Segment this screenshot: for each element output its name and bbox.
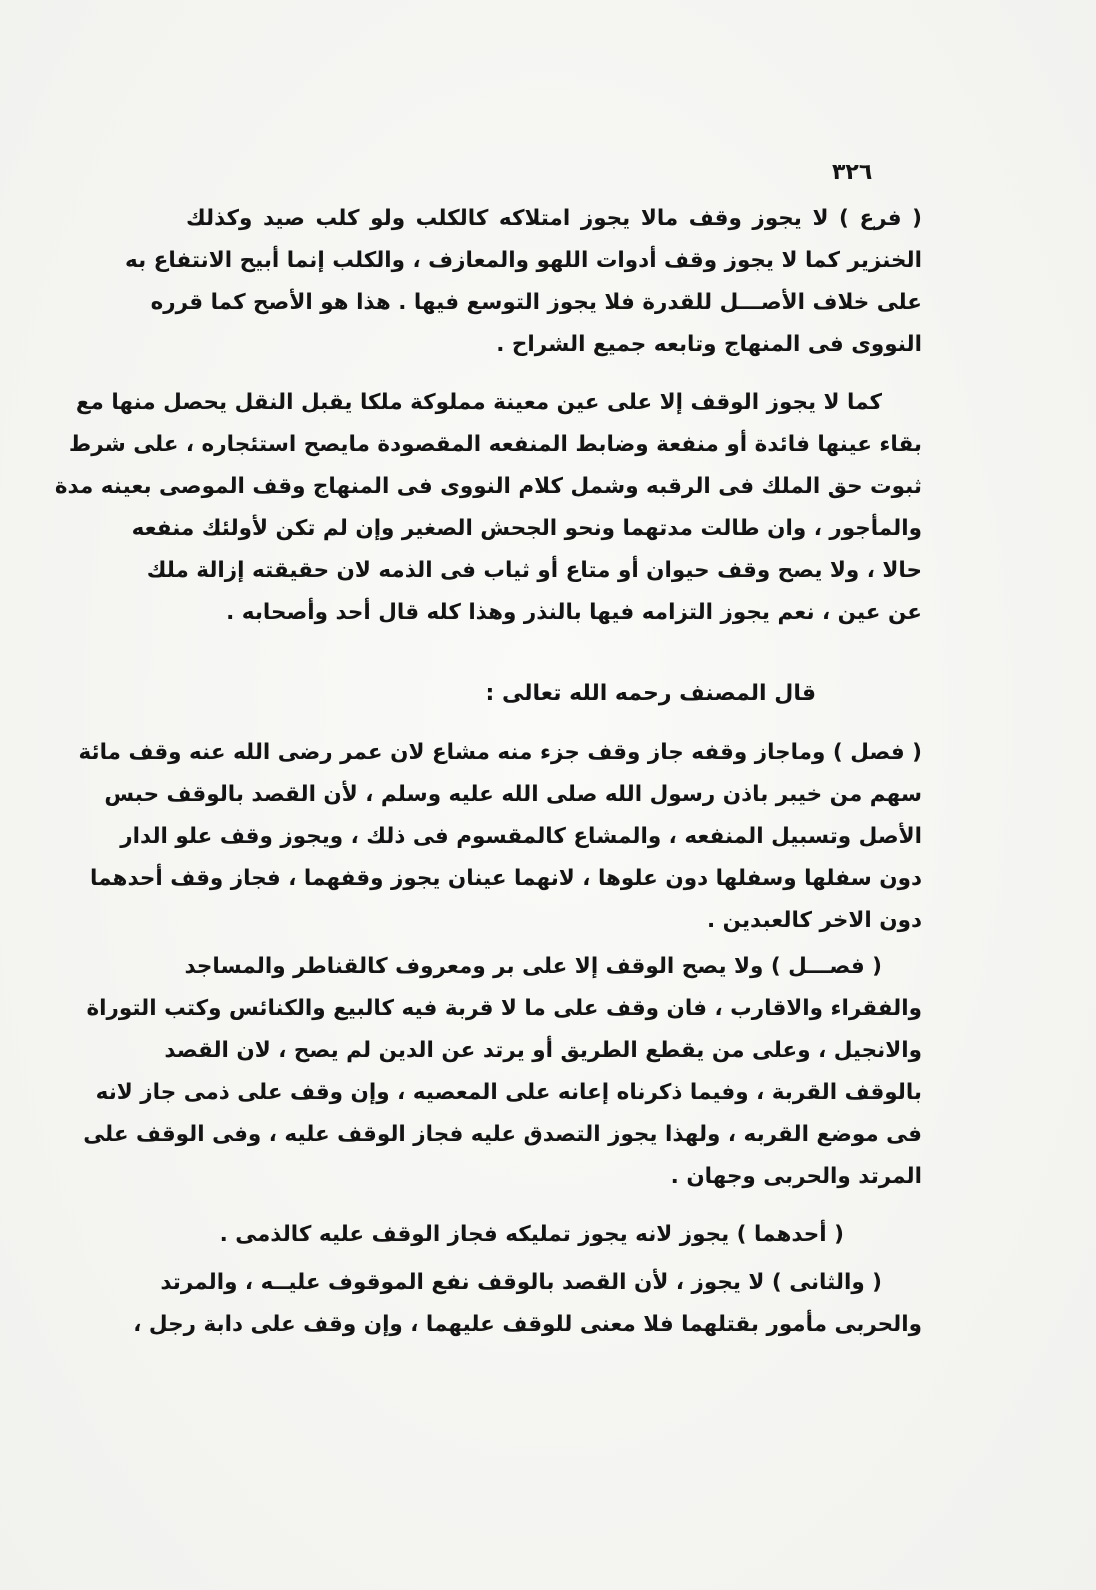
text-line: ثبوت حق الملك فى الرقبه وشمل كلام النووى فى المنهاج وقف الموصى بعينه مدة (54, 474, 922, 499)
text-line: ( فصـــل ) ولا يصح الوقف إلا على بر ومعروف كالقناطر والمساجد (184, 954, 882, 979)
text-line: على خلاف الأصـــل للقدرة فلا يجوز التوسع فيها . هذا هو الأصح كما قرره (150, 290, 922, 315)
text-line: الخنزير كما لا يجوز وقف أدوات اللهو والمعازف ، والكلب إنما أبيح الانتفاع به (125, 248, 922, 273)
text-line: دون سفلها وسفلها دون علوها ، لانهما عينان يجوز وقفهما ، فجاز وقف أحدهما (90, 866, 922, 891)
text-line: عن عين ، نعم يجوز التزامه فيها بالنذر وهذا كله قال أحد وأصحابه . (226, 600, 922, 625)
paragraph-fasl-1 (78, 732, 922, 942)
text-line: الأصل وتسبيل المنفعه ، والمشاع كالمقسوم فى ذلك ، ويجوز وقف علو الدار (120, 824, 922, 849)
text-line: المرتد والحربى وجهان . (670, 1164, 922, 1189)
text-line: ( فصل ) وماجاز وقفه جاز وقف جزء منه مشاع لان عمر رضى الله عنه وقف مائة (78, 740, 922, 765)
text-line: بقاء عينها فائدة أو منفعة وضابط المنفعه المقصودة مايصح استئجاره ، على شرط (68, 432, 922, 457)
paragraph-second-view (133, 1262, 922, 1346)
text-line: ( فرع ) لا يجوز وقف مالا يجوز امتلاكه كالكلب ولو كلب صيد وكذلك (186, 206, 922, 231)
text-line: النووى فى المنهاج وتابعه جميع الشراح . (496, 332, 922, 357)
text-line: والفقراء والاقارب ، فان وقف على ما لا قربة فيه كالبيع والكنائس وكتب التوراة (86, 996, 922, 1021)
text-line: ( والثانى ) لا يجوز ، لأن القصد بالوقف نفع الموقوف عليــه ، والمرتد (160, 1270, 882, 1295)
text-line: والانجيل ، وعلى من يقطع الطريق أو يرتد عن الدين لم يصح ، لان القصد (164, 1038, 922, 1063)
text-line: بالوقف القربة ، وفيما ذكرناه إعانه على المعصيه ، وإن وقف على ذمى جاز لانه (95, 1080, 922, 1105)
text-line: والحربى مأمور بقتلهما فلا معنى للوقف عليهما ، وإن وقف على دابة رجل ، (133, 1312, 922, 1337)
paragraph-commentary (54, 382, 922, 634)
text-line: سهم من خيبر باذن رسول الله صلى الله عليه وسلم ، لأن القصد بالوقف حبس (104, 782, 922, 807)
text-line: كما لا يجوز الوقف إلا على عين معينة مملوكة ملكا يقبل النقل يحصل منها مع (75, 390, 882, 415)
text-line: والمأجور ، وان طالت مدتهما ونحو الجحش الصغير وإن لم تكن لأولئك منفعه (131, 516, 922, 541)
section-heading: قال المصنف رحمه الله تعالى : (485, 681, 816, 706)
text-line: فى موضع القربه ، ولهذا يجوز التصدق عليه فجاز الوقف عليه ، وفى الوقف على (83, 1122, 922, 1147)
text-line: دون الاخر كالعبدين . (706, 908, 922, 933)
paragraph-first-view (186, 1214, 922, 1256)
paragraph-fasl-2 (83, 946, 922, 1198)
text-line: ( أحدهما ) يجوز لانه يجوز تمليكه فجاز الوقف عليه كالذمى . (219, 1222, 844, 1247)
paragraph-far-note (125, 198, 922, 366)
text-line: حالا ، ولا يصح وقف حيوان أو متاع أو ثياب فى الذمه لان حقيقته إزالة ملك (146, 558, 922, 583)
page-number: ٣٢٦ (832, 160, 873, 185)
